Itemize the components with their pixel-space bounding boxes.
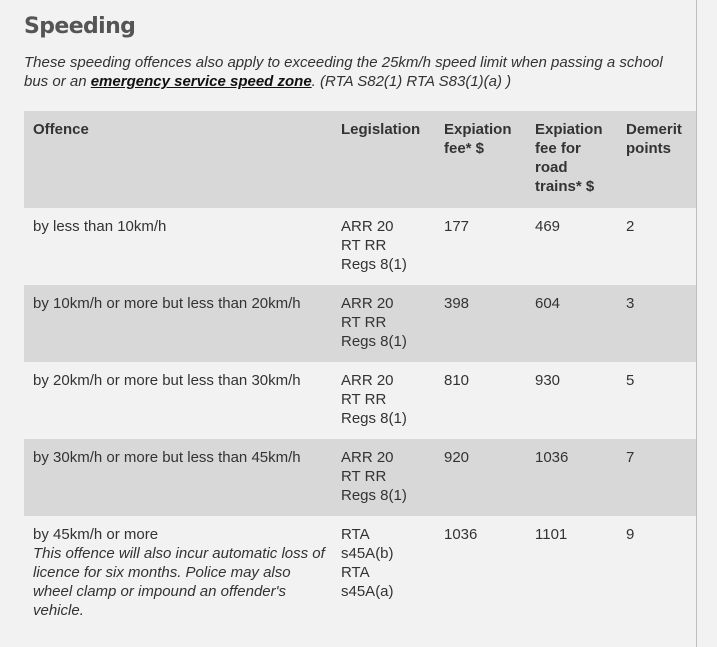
offence-text: by 45km/h or more <box>33 526 159 543</box>
expiation-fee-cell: 920 <box>435 439 526 516</box>
road-train-fee-cell: 469 <box>526 208 617 285</box>
table-row <box>24 208 696 285</box>
road-train-fee-cell: 930 <box>526 362 617 439</box>
header-offence: Offence <box>24 111 332 208</box>
legislation-line: Regs 8(1) <box>341 410 407 427</box>
expiation-fee-cell: 398 <box>435 285 526 362</box>
emergency-zone-link[interactable]: emergency service speed zone <box>90 73 312 90</box>
legislation-line: ARR 20 <box>341 372 394 389</box>
table-header-row <box>24 111 696 208</box>
table-row <box>24 362 696 439</box>
table-row <box>24 439 696 516</box>
page-edge-divider <box>696 0 697 647</box>
offence-cell <box>24 516 332 626</box>
offence-text: by 30km/h or more but less than 45km/h <box>33 449 301 466</box>
legislation-cell <box>332 285 435 362</box>
road-train-fee-cell: 1101 <box>526 516 617 626</box>
offence-note: This offence will also incur automatic loss of licence for six months. Police may also wheel clamp or impound an offender's vehicle. <box>33 545 325 619</box>
legislation-line: RTA <box>341 564 370 581</box>
demerit-points-cell: 5 <box>617 362 696 439</box>
legislation-line: ARR 20 <box>341 218 394 235</box>
section-title: Speeding <box>24 14 136 39</box>
legislation-cell <box>332 362 435 439</box>
road-train-fee-cell: 604 <box>526 285 617 362</box>
offence-text: by less than 10km/h <box>33 218 167 235</box>
legislation-line: RT RR <box>341 391 387 408</box>
legislation-line: Regs 8(1) <box>341 487 407 504</box>
intro-citation: . (RTA S82(1) RTA S83(1)(a) ) <box>311 73 512 90</box>
table-row <box>24 516 696 626</box>
speeding-offences-table <box>24 111 696 626</box>
expiation-fee-cell: 177 <box>435 208 526 285</box>
header-demerit-points: Demerit points <box>617 111 696 208</box>
legislation-line: ARR 20 <box>341 295 394 312</box>
header-road-train-fee: Expiation fee for road trains* $ <box>526 111 617 208</box>
legislation-cell <box>332 516 435 626</box>
header-expiation-fee: Expiation fee* $ <box>435 111 526 208</box>
demerit-points-cell: 3 <box>617 285 696 362</box>
legislation-cell <box>332 208 435 285</box>
legislation-line: Regs 8(1) <box>341 256 407 273</box>
legislation-line: RTA <box>341 526 370 543</box>
legislation-cell <box>332 439 435 516</box>
legislation-line: RT RR <box>341 237 387 254</box>
intro-text: These speeding offences also apply to exceeding the 25km/h speed limit when passing a school bus or an <box>24 54 663 90</box>
demerit-points-cell: 2 <box>617 208 696 285</box>
header-legislation: Legislation <box>332 111 435 208</box>
offence-cell <box>24 362 332 439</box>
offence-text: by 20km/h or more but less than 30km/h <box>33 372 301 389</box>
demerit-points-cell: 7 <box>617 439 696 516</box>
legislation-line: s45A(a) <box>341 583 394 600</box>
expiation-fee-cell: 810 <box>435 362 526 439</box>
offence-cell <box>24 285 332 362</box>
offence-text: by 10km/h or more but less than 20km/h <box>33 295 301 312</box>
legislation-line: RT RR <box>341 314 387 331</box>
legislation-line: ARR 20 <box>341 449 394 466</box>
expiation-fee-cell: 1036 <box>435 516 526 626</box>
section-intro <box>24 53 689 91</box>
legislation-line: s45A(b) <box>341 545 394 562</box>
legislation-line: Regs 8(1) <box>341 333 407 350</box>
offence-cell <box>24 439 332 516</box>
road-train-fee-cell: 1036 <box>526 439 617 516</box>
table-row <box>24 285 696 362</box>
legislation-line: RT RR <box>341 468 387 485</box>
demerit-points-cell: 9 <box>617 516 696 626</box>
offence-cell <box>24 208 332 285</box>
